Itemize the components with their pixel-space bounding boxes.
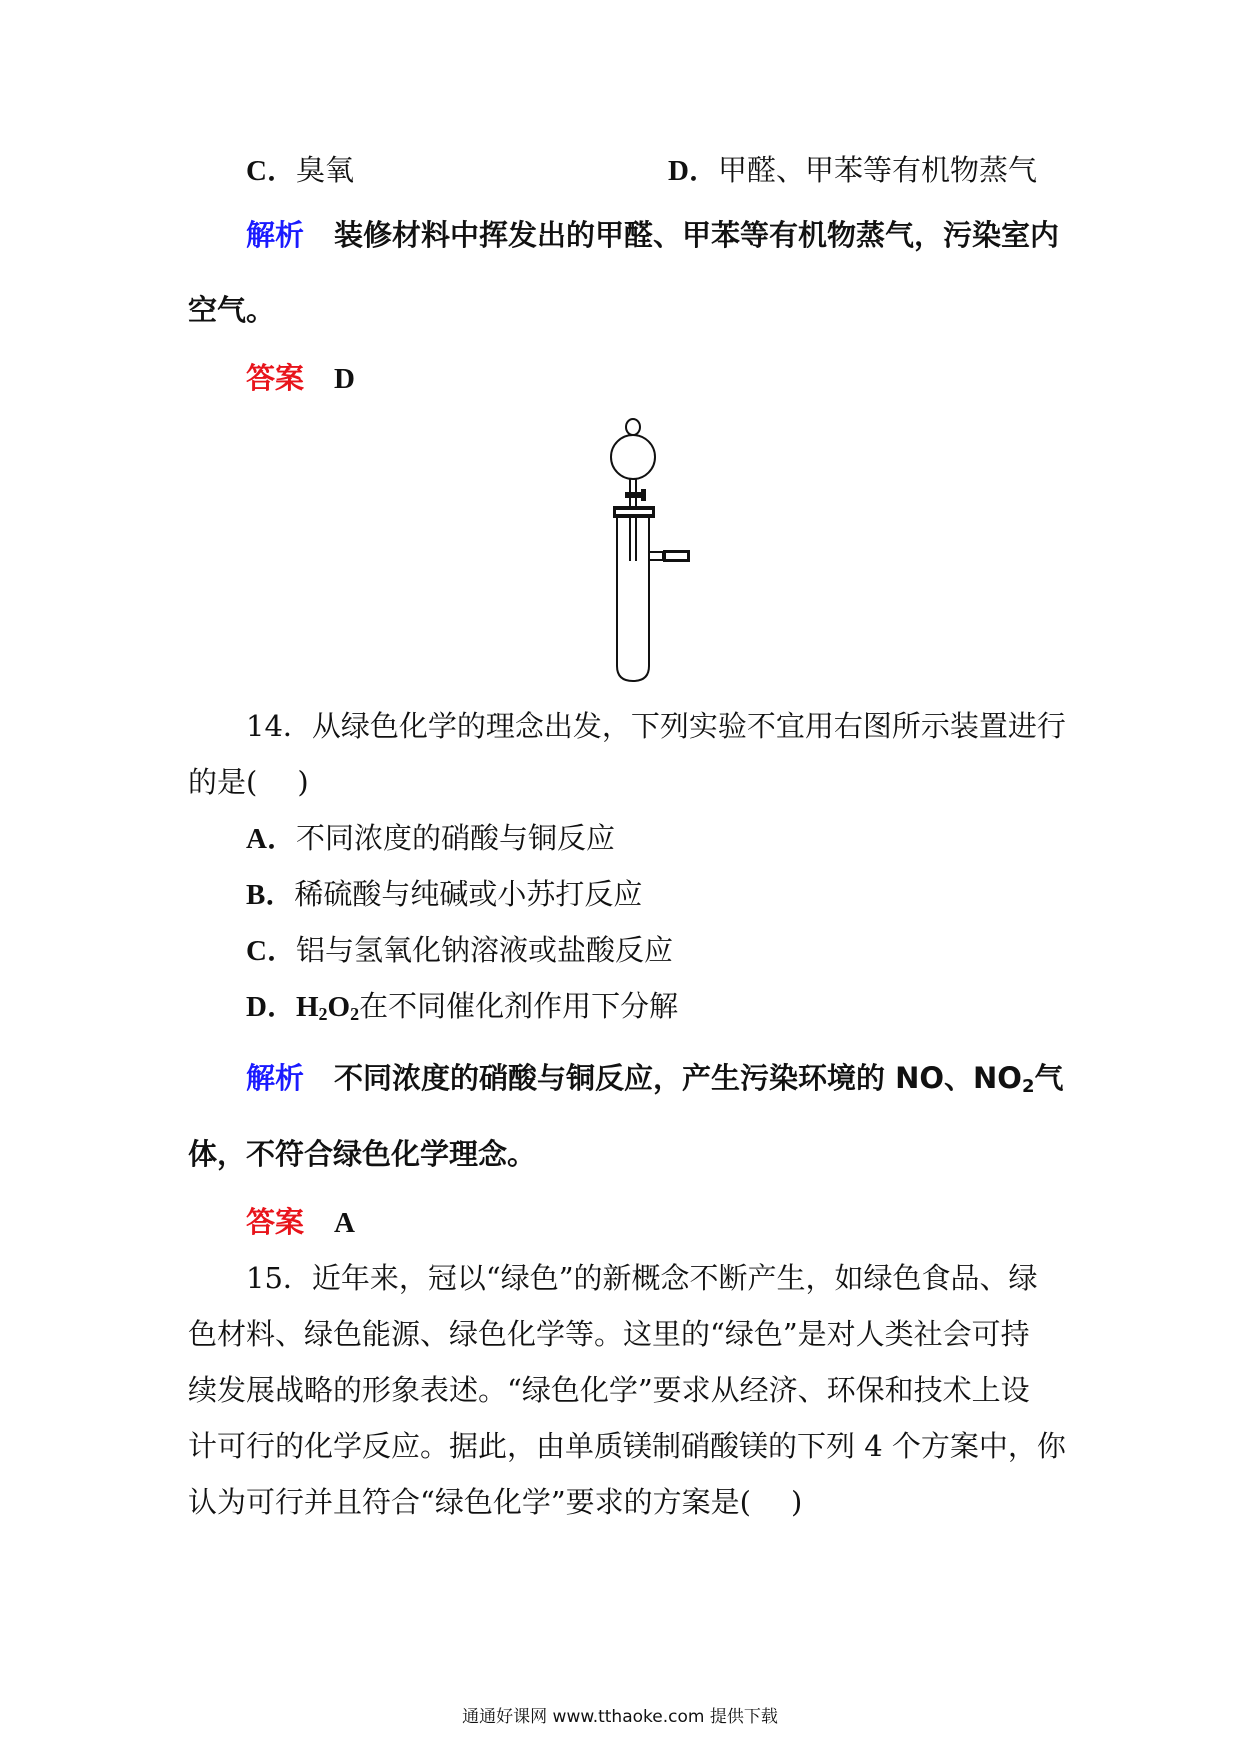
analysis-label: 解析 [246, 218, 305, 252]
stopcock [625, 492, 641, 498]
q14-stem-line2: 的是( ) [188, 765, 309, 799]
q14-option-a: A．不同浓度的硝酸与铜反应 [246, 821, 615, 855]
funnel-stopper [626, 419, 640, 435]
option-d-text: 甲醛、甲苯等有机物蒸气 [717, 153, 1037, 187]
q15-line5: 认为可行并且符合“绿色化学”要求的方案是( ) [188, 1485, 803, 1519]
q14-option-b: B．稀硫酸与纯碱或小苏打反应 [246, 877, 643, 911]
q14-stem-line1: 14．从绿色化学的理念出发，下列实验不宜用右图所示装置进行 [246, 709, 1066, 743]
q15-line1: 15．近年来，冠以“绿色”的新概念不断产生，如绿色食品、绿 [246, 1261, 1038, 1295]
funnel-bulb [611, 435, 655, 479]
q15-line3: 续发展战略的形象表述。“绿色化学”要求从经济、环保和技术上设 [188, 1373, 1030, 1407]
page-footer: 通通好课网 www.tthaoke.com 提供下载 [462, 1707, 778, 1727]
q14-option-d: D．$H_2O_2$在不同催化剂作用下分解 [246, 989, 679, 1024]
q14-analysis-line2: 体，不符合绿色化学理念。 [188, 1137, 537, 1171]
q13-analysis-line2: 空气。 [188, 293, 276, 327]
q15-line4: 计可行的化学反应。据此，由单质镁制硝酸镁的下列 4 个方案中，你 [188, 1429, 1066, 1463]
q13-analysis-line1 [246, 215, 1059, 255]
option-c-letter: C． [246, 155, 296, 187]
side-arm [649, 552, 663, 560]
q14-analysis-line1: 解析 不同浓度的硝酸与铜反应，产生污染环境的 NO、$NO_2$气 [246, 1061, 1064, 1097]
q13-options-row [246, 150, 354, 191]
answer-value: A [334, 1207, 355, 1239]
answer-value: D [334, 363, 355, 395]
q15-line2: 色材料、绿色能源、绿色化学等。这里的“绿色”是对人类社会可持 [188, 1317, 1030, 1351]
q13-answer [246, 358, 355, 399]
q13-option-d [668, 150, 1037, 191]
analysis-text: 装修材料中挥发出的甲醛、甲苯等有机物蒸气，污染室内 [334, 218, 1060, 252]
option-d-letter: D． [668, 155, 718, 187]
option-c-text: 臭氧 [295, 153, 354, 187]
answer-label: 答案 [246, 361, 305, 395]
apparatus-figure [598, 416, 708, 686]
test-tube [617, 518, 649, 681]
analysis-label: 解析 [246, 1061, 305, 1095]
answer-label: 答案 [246, 1205, 305, 1239]
q14-answer [246, 1202, 355, 1243]
q14-option-c: C．铝与氢氧化钠溶液或盐酸反应 [246, 933, 673, 967]
